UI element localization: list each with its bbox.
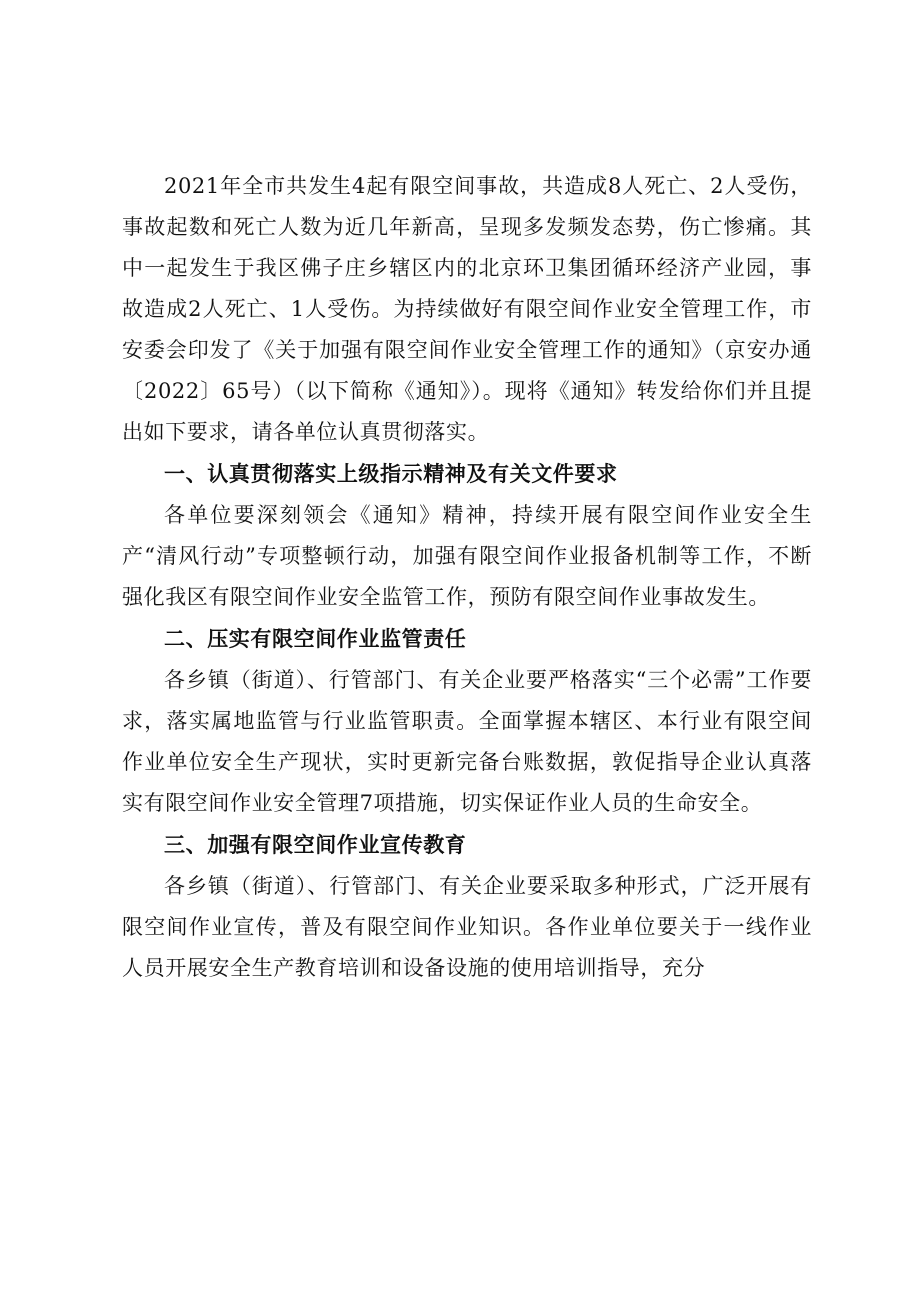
- section-1-paragraph: 各单位要深刻领会《通知》精神，持续开展有限空间作业安全生产“清风行动”专项整顿行动，加强有限空间作业报备机制等工作，不断强化我区有限空间作业安全监管工作，预防有限空间作业事故发生。: [122, 503, 812, 609]
- section-1-heading: 一、认真贯彻落实上级指示精神及有关文件要求: [164, 462, 618, 486]
- section-3-paragraph: 各乡镇（街道）、行管部门、有关企业要采取多种形式，广泛开展有限空间作业宣传，普及有限空间作业知识。各作业单位要关于一线作业人员开展安全生产教育培训和设备设施的使用培训指导，充分: [122, 874, 812, 980]
- intro-paragraph: 2021年全市共发生4起有限空间事故，共造成8人死亡、2人受伤，事故起数和死亡人数为近几年新高，呈现多发频发态势，伤亡惨痛。其中一起发生于我区佛子庄乡辖区内的北京环卫集团循环经济产业园，事故造成2人死亡、1人受伤。为持续做好有限空间作业安全管理工作，市安委会印发了《关于加强有限空间作业安全管理工作的通知》（京安办通〔2022〕65号）（以下简称《通知》）。现将《通知》转发给你们并且提出如下要求，请各单位认真贯彻落实。: [122, 174, 812, 444]
- document-body: [122, 166, 812, 989]
- section-2-paragraph: 各乡镇（街道）、行管部门、有关企业要严格落实“三个必需”工作要求，落实属地监管与行业监管职责。全面掌握本辖区、本行业有限空间作业单位安全生产现状，实时更新完备台账数据，敦促指导企业认真落实有限空间作业安全管理7项措施，切实保证作业人员的生命安全。: [122, 668, 812, 815]
- section-2-heading: 二、压实有限空间作业监管责任: [164, 627, 467, 651]
- section-3-heading: 三、加强有限空间作业宣传教育: [164, 833, 467, 857]
